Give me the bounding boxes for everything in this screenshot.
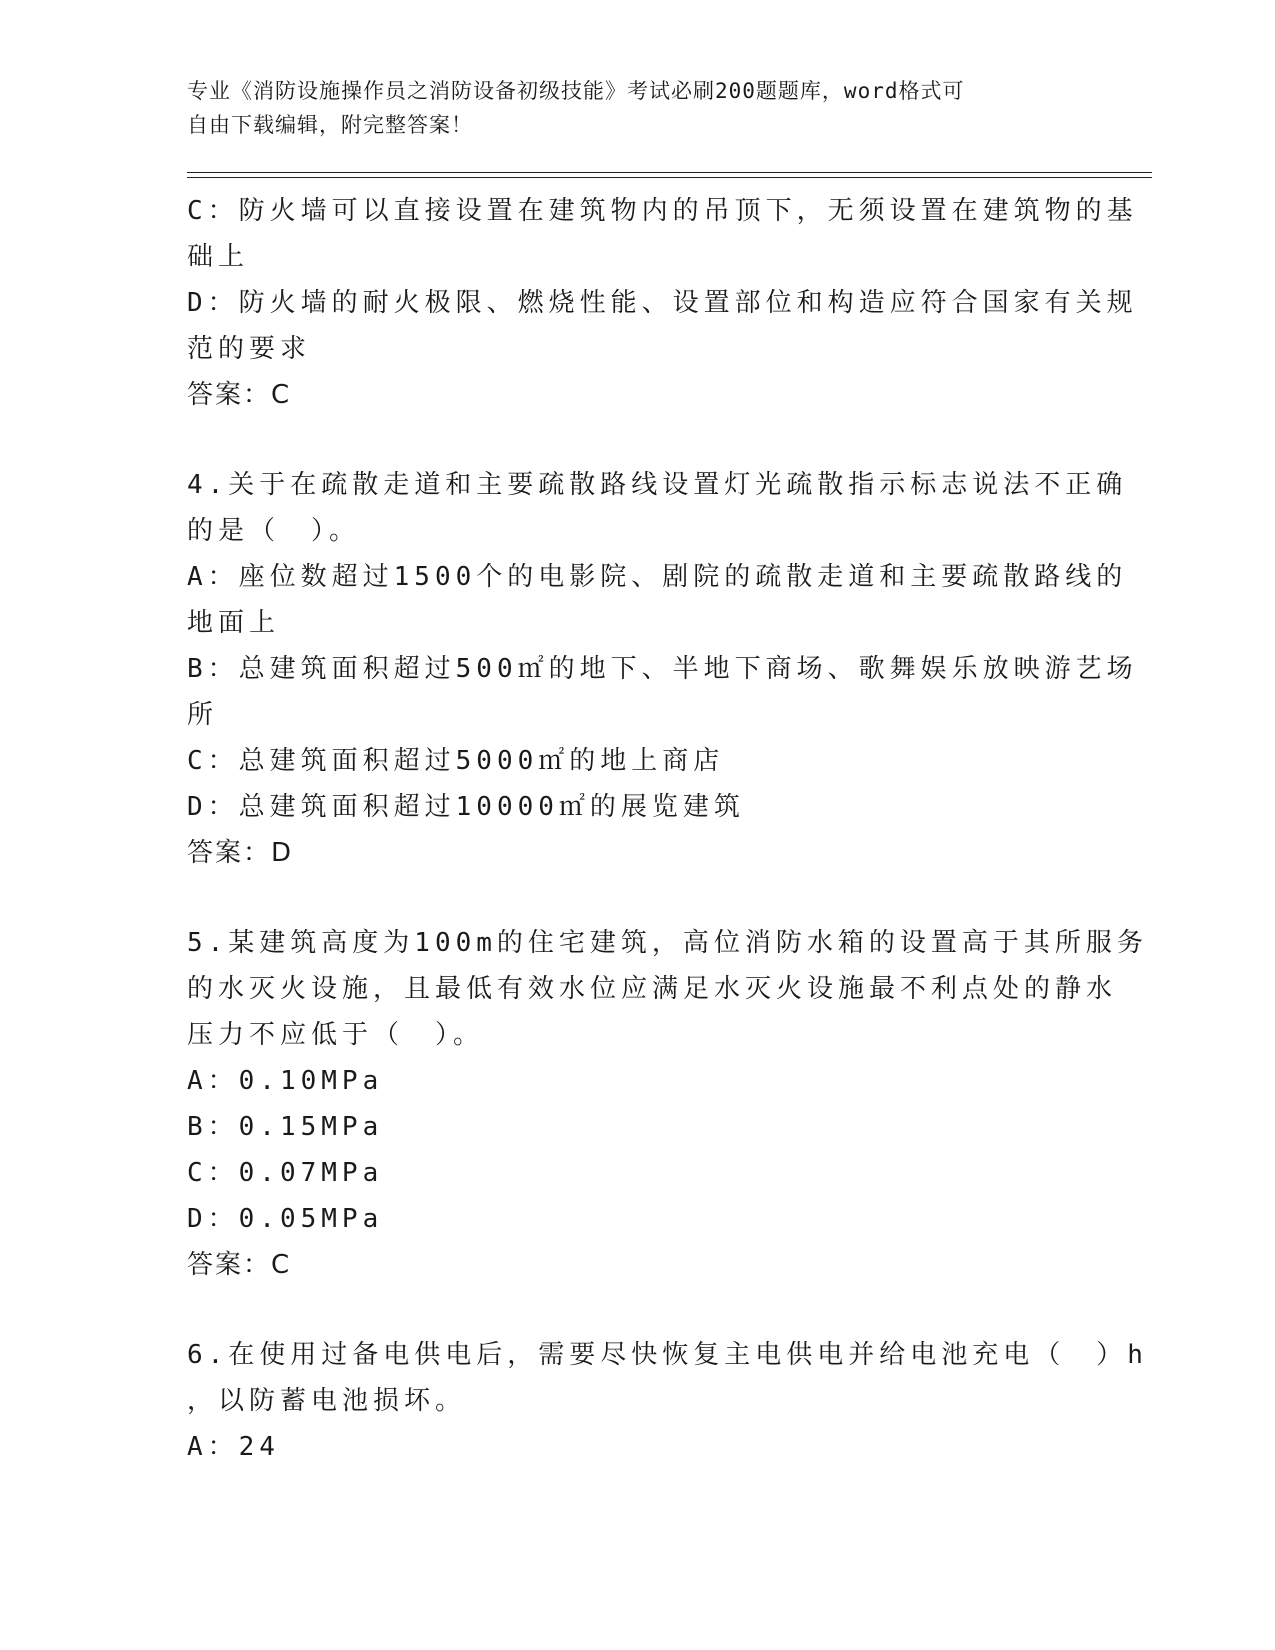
q5-stem-line-2: 的水灭火设施，且最低有效水位应满足水灭火设施最不利点处的静水 (187, 974, 1118, 1004)
q6-stem-line-2: ，以防蓄电池损坏。 (187, 1386, 467, 1416)
question-6 (187, 1332, 1148, 1470)
q4-answer: 答案：D (187, 838, 294, 868)
q4-option-c: C：总建筑面积超过5000㎡的地上商店 (187, 746, 725, 776)
q6-option-a: A：24 (187, 1432, 280, 1462)
q5-option-a: A：0.10MPa (187, 1066, 384, 1096)
question-3-tail (187, 188, 1138, 418)
q6-stem-line-1: 6.在使用过备电供电后，需要尽快恢复主电供电并给电池充电（ ）h (187, 1340, 1148, 1370)
q5-option-b: B：0.15MPa (187, 1112, 384, 1142)
q4-stem-line-1: 4.关于在疏散走道和主要疏散路线设置灯光疏散指示标志说法不正确 (187, 470, 1128, 500)
question-list (187, 188, 1148, 1470)
q4-option-b-line-2: 所 (187, 700, 219, 730)
q4-option-b-line-1: B：总建筑面积超过500㎡的地下、半地下商场、歌舞娱乐放映游艺场 (187, 654, 1138, 684)
q5-stem-line-3: 压力不应低于（ ）。 (187, 1020, 485, 1050)
q4-option-a-line-1: A：座位数超过1500个的电影院、剧院的疏散走道和主要疏散路线的 (187, 562, 1128, 592)
q5-answer: 答案：C (187, 1250, 292, 1280)
q3-answer: 答案：C (187, 380, 292, 410)
question-4 (187, 462, 1138, 876)
page-header (187, 74, 1067, 142)
header-line-2: 自由下载编辑，附完整答案！ (187, 113, 473, 137)
q5-option-c: C：0.07MPa (187, 1158, 384, 1188)
q4-option-d: D：总建筑面积超过10000㎡的展览建筑 (187, 792, 745, 822)
q3-option-c-line-1: C：防火墙可以直接设置在建筑物内的吊顶下，无须设置在建筑物的基 (187, 196, 1138, 226)
header-line-1: 专业《消防设施操作员之消防设备初级技能》考试必刷200题题库，word格式可 (187, 79, 965, 103)
q5-option-d: D：0.05MPa (187, 1204, 384, 1234)
header-rule-bottom (187, 177, 1152, 178)
question-5 (187, 920, 1148, 1288)
q5-stem-line-1: 5.某建筑高度为100m的住宅建筑，高位消防水箱的设置高于其所服务 (187, 928, 1148, 958)
q4-option-a-line-2: 地面上 (187, 608, 281, 638)
header-rule-top (187, 172, 1152, 173)
q3-option-c-line-2: 础上 (187, 242, 250, 272)
q4-stem-line-2: 的是（ ）。 (187, 516, 361, 546)
q3-option-d-line-2: 范的要求 (187, 334, 312, 364)
q3-option-d-line-1: D：防火墙的耐火极限、燃烧性能、设置部位和构造应符合国家有关规 (187, 288, 1138, 318)
